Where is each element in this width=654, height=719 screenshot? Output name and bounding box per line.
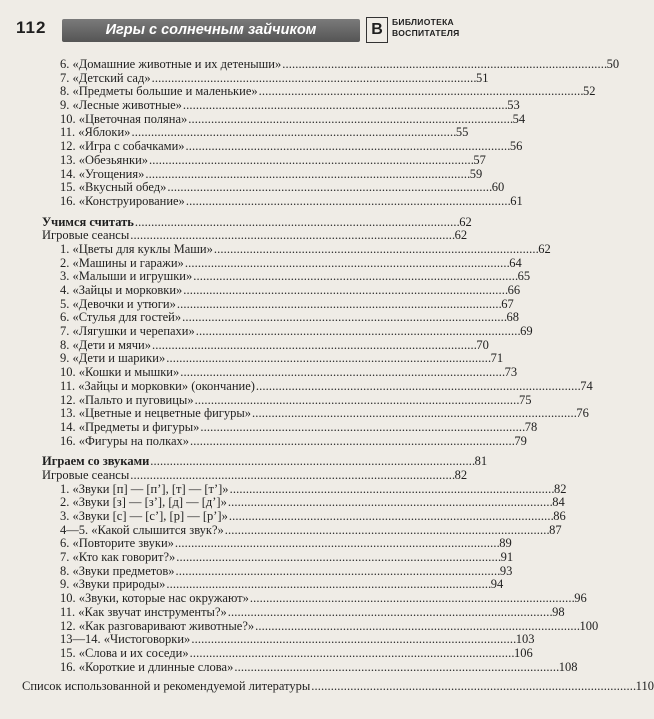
toc-entry [60, 166, 483, 182]
toc-leader-dots [256, 380, 579, 394]
toc-entry-title: 12. «Как разговаривают животные?» [60, 618, 255, 633]
toc-entry-page: 52 [583, 84, 596, 99]
toc-bibliography [22, 679, 654, 694]
page-number: 112 [16, 18, 47, 37]
toc-entry-title: 10. «Звуки, которые нас окружают» [60, 591, 249, 606]
toc-leader-dots [228, 606, 551, 620]
toc-entry [42, 467, 468, 483]
toc-entry-page: 103 [515, 632, 535, 647]
toc-entry [60, 495, 565, 510]
toc-entry-page: 55 [455, 125, 469, 140]
toc-leader-dots [193, 270, 516, 284]
toc-leader-dots [152, 72, 475, 86]
toc-entry-title: 10. «Цветочная поляна» [60, 111, 188, 126]
toc-entry-page: 67 [501, 296, 514, 311]
toc-entry-title: 4—5. «Какой слышится звук?» [60, 522, 224, 537]
toc-entry-title: 7. «Кто как говорит?» [60, 550, 176, 565]
toc-entry-page: 59 [469, 166, 483, 181]
toc-entry-title: 13—14. «Чистоговорки» [60, 632, 191, 647]
toc-entry-page: 61 [510, 193, 523, 208]
toc-leader-dots [190, 647, 513, 661]
toc-leader-dots [145, 168, 468, 182]
toc-entry [60, 419, 538, 435]
toc-entry-title: 9. «Дети и шарики» [60, 351, 166, 366]
toc-entry-title: Играем со звуками [42, 454, 150, 469]
toc-entry-title: 7. «Лягушки и черепахи» [60, 324, 195, 339]
toc-entry-page: 68 [506, 310, 519, 325]
toc-leader-dots [185, 257, 508, 271]
toc-entry [60, 193, 523, 209]
toc-entry [60, 536, 512, 551]
toc-entry [60, 269, 531, 284]
toc-leader-dots [175, 565, 498, 579]
toc-entry-page: 65 [517, 269, 531, 284]
toc-entry-title: 13. «Цветные и нецветные фигуры» [60, 406, 252, 421]
toc-entry [60, 241, 551, 257]
toc-entry-title: 11. «Яблоки» [60, 125, 131, 140]
toc-leader-dots [252, 407, 575, 421]
toc-entry-page: 69 [520, 324, 533, 339]
toc-leader-dots [130, 469, 453, 483]
toc-entry [60, 378, 593, 394]
toc-leader-dots [196, 325, 519, 339]
toc-leader-dots [229, 510, 552, 524]
toc-entry [42, 228, 468, 243]
toc-leader-dots [183, 99, 506, 113]
toc-entry-page: 62 [454, 228, 468, 243]
toc-entry-title: 9. «Звуки природы» [60, 577, 166, 592]
toc-entry [60, 550, 514, 565]
toc-entry-page: 64 [509, 255, 522, 270]
toc-entry-title: 13. «Обезьянки» [60, 152, 149, 167]
toc-entry [60, 577, 504, 592]
toc-entry-title: Игровые сеансы [42, 228, 130, 243]
toc-entry-title: 11. «Как звучат инструменты?» [60, 604, 227, 619]
toc-entry [60, 70, 489, 86]
toc-entry-page: 51 [475, 70, 489, 85]
page-header [0, 0, 460, 46]
toc-entry-page: 76 [576, 406, 589, 421]
toc-leader-dots [166, 578, 489, 592]
toc-entry [60, 324, 533, 339]
toc-entry-page: 60 [491, 180, 505, 195]
toc-leader-dots [191, 633, 514, 647]
toc-entry [60, 563, 513, 579]
toc-entry-page: 70 [476, 337, 489, 352]
toc-entry-page: 75 [518, 392, 532, 407]
toc-entry-page: 57 [473, 152, 486, 167]
toc-entry [60, 111, 526, 127]
toc-entry-page: 53 [507, 98, 520, 113]
toc-entry-title: 3. «Малыши и игрушки» [60, 269, 193, 284]
toc-entry [60, 310, 519, 325]
toc-entry-title: 8. «Дети и мячи» [60, 337, 151, 352]
toc-entry-title: 1. «Цветы для куклы Маши» [60, 241, 213, 256]
toc-entry-page: 74 [580, 378, 593, 393]
toc-leader-dots [150, 455, 473, 469]
toc-entry [60, 509, 566, 524]
toc-entry [60, 591, 587, 606]
toc-entry [60, 392, 532, 408]
toc-entry-page: 82 [454, 467, 468, 482]
toc-leader-dots [131, 126, 454, 140]
toc-leader-dots [230, 483, 553, 497]
toc-entry [60, 57, 620, 72]
toc-entry-page: 66 [507, 283, 521, 297]
toc-leader-dots [167, 181, 490, 195]
toc-entry-page: 78 [524, 419, 538, 434]
toc-entry-title: 8. «Звуки предметов» [60, 563, 175, 578]
toc-entry [60, 139, 523, 154]
toc-entry-title: Игровые сеансы [42, 467, 130, 482]
toc-entry [60, 125, 469, 140]
toc-entry-page: 73 [504, 365, 518, 380]
toc-entry-title: 14. «Предметы и фигуры» [60, 419, 200, 434]
toc-section-heading [42, 214, 472, 230]
toc-entry [60, 481, 567, 497]
toc-entry-title: 16. «Короткие и длинные слова» [60, 659, 234, 674]
toc-entry-page: 98 [552, 604, 565, 619]
toc-entry-title: 8. «Предметы большие и маленькие» [60, 84, 258, 99]
toc-entry-title: Список использованной и рекомендуемой литературы [22, 679, 311, 694]
toc-entry-title: 9. «Лесные животные» [60, 98, 182, 113]
toc-entry-title: 1. «Звуки [п] — [п’], [т] — [т’]» [60, 481, 229, 496]
toc-entry [60, 180, 505, 195]
toc-entry-title: 12. «Игра с собачками» [60, 139, 185, 154]
toc-entry [60, 84, 596, 99]
running-title-banner: Игры с солнечным зайчиком [62, 19, 360, 42]
toc-entry-page: 110 [635, 679, 654, 694]
toc-entry-page: 54 [512, 111, 526, 126]
toc-entry [60, 98, 520, 113]
toc-entry-title: 16. «Конструирование» [60, 193, 185, 208]
toc-entry-title: 6. «Повторите звуки» [60, 536, 174, 551]
toc-entry-page: 94 [490, 577, 504, 592]
toc-entry-title: 11. «Зайцы и морковки» (окончание) [60, 378, 255, 393]
series-logo-letter: В [366, 17, 388, 43]
toc-entry-title: 14. «Угощения» [60, 166, 145, 181]
toc-entry-page: 71 [490, 351, 504, 366]
toc-entry [60, 296, 514, 312]
toc-entry [60, 152, 486, 168]
toc-entry-page: 96 [574, 591, 587, 606]
toc-entry-page: 89 [499, 536, 512, 551]
toc-entry [60, 255, 522, 271]
toc-entry-title: 10. «Кошки и мышки» [60, 365, 180, 380]
toc-entry-title: 6. «Стулья для гостей» [60, 310, 182, 325]
toc-entry [60, 283, 521, 298]
toc-leader-dots [177, 298, 500, 312]
toc-entry-page: 62 [459, 214, 472, 229]
toc-entry [60, 632, 535, 647]
toc-leader-dots [228, 496, 551, 510]
toc-entry-page: 84 [552, 495, 565, 510]
toc-entry-page: 106 [513, 645, 533, 660]
toc-entry-title: 2. «Машины и гаражи» [60, 255, 184, 270]
toc-leader-dots [225, 524, 548, 538]
toc-entry-page: 81 [474, 454, 488, 469]
toc-leader-dots [311, 680, 634, 694]
toc-entry-title: 2. «Звуки [з] — [з’], [д] — [д’]» [60, 495, 227, 510]
toc-entry-page: 100 [579, 618, 599, 633]
toc-leader-dots [186, 195, 509, 209]
toc-leader-dots [259, 85, 582, 99]
toc-entry [60, 351, 504, 366]
toc-leader-dots [214, 243, 537, 257]
toc-leader-dots [176, 551, 499, 565]
toc-entry [60, 618, 599, 634]
toc-leader-dots [135, 216, 458, 230]
toc-leader-dots [149, 154, 472, 168]
toc-entry-title: 7. «Детский сад» [60, 70, 151, 85]
toc-leader-dots [190, 435, 513, 449]
toc-entry-page: 82 [553, 481, 567, 496]
toc-entry-title: 16. «Фигуры на полках» [60, 433, 190, 448]
toc-leader-dots [152, 339, 475, 353]
toc-leader-dots [130, 229, 453, 243]
toc-section-heading [42, 454, 488, 469]
toc-entry-page: 79 [514, 433, 527, 448]
toc-entry-page: 56 [509, 139, 523, 154]
toc-entry [60, 406, 589, 421]
toc-leader-dots [250, 592, 573, 606]
toc-leader-dots [175, 537, 498, 551]
series-name-line1: БИБЛИОТЕКА [392, 17, 454, 27]
toc-leader-dots [282, 58, 605, 72]
toc-entry-title: Учимся считать [42, 214, 134, 229]
toc-entry-page: 93 [499, 563, 513, 578]
toc-entry-page: 62 [538, 241, 551, 256]
toc-entry-title: 12. «Пальто и пуговицы» [60, 392, 194, 407]
toc-leader-dots [234, 661, 557, 675]
toc-entry-title: 4. «Зайцы и морковки» [60, 283, 183, 297]
toc-entry-title: 15. «Слова и их соседи» [60, 645, 189, 660]
toc-leader-dots [195, 394, 518, 408]
toc-leader-dots [180, 366, 503, 380]
toc-entry-title: 15. «Вкусный обед» [60, 180, 167, 195]
toc-entry-page: 91 [500, 550, 514, 565]
series-name-line2: ВОСПИТАТЕЛЯ [392, 28, 460, 38]
toc-leader-dots [183, 284, 506, 298]
toc-entry [60, 522, 562, 538]
toc-entry [60, 433, 527, 449]
series-name [392, 17, 460, 39]
toc-entry-title: 6. «Домашние животные и их детеныши» [60, 57, 282, 71]
toc-entry-page: 86 [553, 509, 566, 523]
toc-entry-title: 5. «Девочки и утюги» [60, 296, 176, 311]
toc-entry [60, 604, 565, 620]
toc-leader-dots [166, 352, 489, 366]
toc-leader-dots [255, 620, 578, 634]
toc-entry [60, 659, 578, 675]
toc-leader-dots [182, 311, 505, 325]
table-of-contents [22, 57, 654, 694]
toc-entry [60, 337, 489, 353]
toc-entry [60, 645, 533, 661]
toc-entry [60, 365, 518, 380]
toc-entry-page: 87 [549, 522, 562, 537]
toc-leader-dots [188, 113, 511, 127]
toc-leader-dots [186, 140, 509, 154]
toc-entry-page: 108 [558, 659, 578, 674]
toc-entry-title: 3. «Звуки [с] — [с’], [р] — [р’]» [60, 509, 228, 523]
toc-leader-dots [200, 421, 523, 435]
toc-entry-page: 50 [606, 57, 620, 71]
